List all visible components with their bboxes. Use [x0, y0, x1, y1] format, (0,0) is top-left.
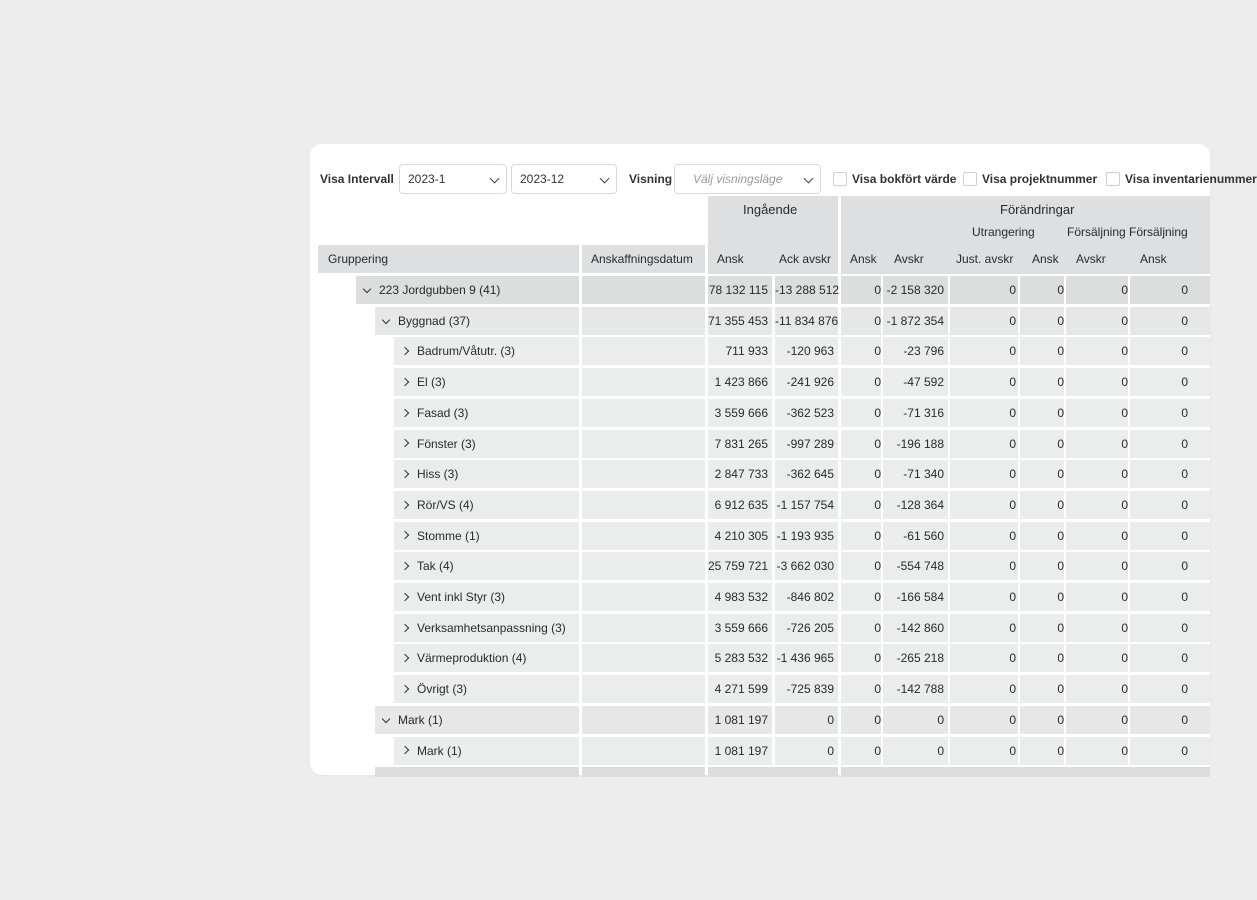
- value-cell: 0: [950, 337, 1018, 365]
- value-cell: 0: [883, 706, 948, 734]
- sale-group-header: Försäljning: [1067, 225, 1126, 239]
- value-cell: 1 423 866: [708, 368, 772, 396]
- sale-group-header-2: Försäljning: [1129, 225, 1188, 239]
- grouping-header[interactable]: Gruppering: [328, 252, 389, 266]
- value-cell: -997 289: [775, 430, 838, 458]
- value-cell: 0: [1066, 583, 1128, 611]
- group-label: Byggnad (37): [398, 313, 471, 328]
- value-cell: 7 831 265: [708, 430, 772, 458]
- column-header[interactable]: Ansk: [850, 252, 877, 266]
- group-label: Fönster (3): [417, 436, 476, 451]
- value-cell: -3 662 030: [775, 552, 838, 580]
- value-cell: 0: [950, 583, 1018, 611]
- show-project-number-toggle[interactable]: [963, 164, 1103, 194]
- value-cell: 0: [1066, 307, 1128, 335]
- group-cell[interactable]: [394, 522, 579, 550]
- value-cell: -2 158 320: [883, 276, 948, 304]
- value-cell: 0: [841, 460, 881, 488]
- value-cell: 0: [1130, 430, 1210, 458]
- value-cell: 0: [950, 276, 1018, 304]
- value-cell: 6 912 635: [708, 491, 772, 519]
- chevron-right-icon[interactable]: [401, 500, 409, 508]
- opening-group-header: Ingående: [743, 202, 798, 217]
- value-cell: 0: [1020, 307, 1064, 335]
- value-cell: 0: [841, 644, 881, 672]
- chevron-down-icon: [600, 174, 610, 184]
- value-cell: 0: [775, 737, 838, 765]
- interval-from-select[interactable]: [399, 164, 507, 194]
- value-cell: 0: [1020, 614, 1064, 642]
- value-cell: 0: [950, 644, 1018, 672]
- group-cell[interactable]: [394, 491, 579, 519]
- value-cell: 0: [1020, 675, 1064, 703]
- acquisition-date-cell: [582, 737, 705, 765]
- chevron-down-icon[interactable]: [382, 714, 390, 722]
- value-cell: 71 355 453: [708, 307, 772, 335]
- show-inventory-number-label: Visa inventarienummer: [1125, 172, 1257, 186]
- value-cell: 25 759 721: [708, 552, 772, 580]
- value-cell: 0: [1130, 706, 1210, 734]
- group-label: Verksamhetsanpassning (3): [417, 620, 566, 635]
- value-cell: 3 559 666: [708, 399, 772, 427]
- show-book-value-label: Visa bokfört värde: [852, 172, 957, 186]
- view-label: Visning: [629, 172, 673, 186]
- group-label: Mark (1): [398, 712, 443, 727]
- acquisition-date-header[interactable]: Anskaffningsdatum: [591, 252, 693, 266]
- column-header[interactable]: Avskr: [1076, 252, 1106, 266]
- value-cell: 4 983 532: [708, 583, 772, 611]
- value-cell: 0: [1066, 706, 1128, 734]
- group-label: El (3): [417, 375, 446, 390]
- value-cell: 0: [1020, 460, 1064, 488]
- value-cell: 0: [950, 737, 1018, 765]
- value-cell: 0: [1130, 522, 1210, 550]
- acquisition-date-cell: [582, 552, 705, 580]
- group-label: Vent inkl Styr (3): [417, 590, 506, 604]
- value-cell: 0: [1130, 614, 1210, 642]
- value-cell: -23 796: [883, 337, 948, 365]
- value-cell: 0: [1020, 644, 1064, 672]
- chevron-right-icon[interactable]: [401, 347, 409, 355]
- value-cell: 0: [1130, 552, 1210, 580]
- acquisition-date-cell: [582, 276, 705, 304]
- value-cell: 1 081 197: [708, 706, 772, 734]
- view-mode-select[interactable]: [674, 164, 821, 194]
- table-row-partial: [375, 767, 579, 777]
- value-cell: 0: [950, 552, 1018, 580]
- value-cell: 0: [1066, 368, 1128, 396]
- value-cell: -1 436 965: [775, 644, 838, 672]
- value-cell: 0: [841, 737, 881, 765]
- value-cell: 0: [950, 460, 1018, 488]
- acquisition-date-cell: [582, 491, 705, 519]
- value-cell: 0: [841, 430, 881, 458]
- chevron-right-icon[interactable]: [401, 531, 409, 539]
- value-cell: 4 271 599: [708, 675, 772, 703]
- acquisition-date-cell: [582, 307, 705, 335]
- show-book-value-checkbox[interactable]: [833, 172, 847, 186]
- value-cell: 0: [1020, 491, 1064, 519]
- column-header[interactable]: Ack avskr: [779, 252, 832, 266]
- value-cell: 0: [950, 307, 1018, 335]
- group-cell[interactable]: [394, 460, 579, 488]
- acquisition-date-cell: [582, 675, 705, 703]
- group-cell[interactable]: [394, 337, 579, 365]
- value-cell: -725 839: [775, 675, 838, 703]
- value-cell: 0: [1066, 276, 1128, 304]
- value-cell: 0: [841, 583, 881, 611]
- group-cell[interactable]: [394, 614, 579, 642]
- value-cell: 0: [1066, 552, 1128, 580]
- chevron-right-icon[interactable]: [401, 408, 409, 416]
- chevron-down-icon: [804, 174, 814, 184]
- value-cell: 0: [1130, 460, 1210, 488]
- acquisition-date-cell: [582, 522, 705, 550]
- group-cell[interactable]: [356, 276, 579, 304]
- value-cell: -13 288 512: [775, 276, 838, 304]
- value-cell: 0: [1066, 522, 1128, 550]
- value-cell: 4 210 305: [708, 522, 772, 550]
- scrapping-group-header: Utrangering: [972, 225, 1035, 239]
- value-cell: 0: [841, 706, 881, 734]
- value-cell: -47 592: [883, 368, 948, 396]
- interval-to-value: 2023-12: [520, 172, 565, 186]
- show-inventory-number-checkbox[interactable]: [1106, 172, 1120, 186]
- group-cell[interactable]: [394, 368, 579, 396]
- group-label: Stomme (1): [417, 528, 480, 543]
- value-cell: -71 316: [883, 399, 948, 427]
- value-cell: 0: [841, 522, 881, 550]
- interval-from-value: 2023-1: [408, 172, 446, 186]
- chevron-right-icon[interactable]: [401, 623, 409, 631]
- value-cell: 0: [1020, 337, 1064, 365]
- table-row-partial: [582, 767, 705, 777]
- value-cell: 0: [841, 491, 881, 519]
- value-cell: 0: [841, 307, 881, 335]
- value-cell: 0: [950, 522, 1018, 550]
- value-cell: -142 788: [883, 675, 948, 703]
- chevron-down-icon: [490, 174, 500, 184]
- value-cell: 0: [1020, 737, 1064, 765]
- value-cell: 0: [1066, 399, 1128, 427]
- table-row-partial: [708, 767, 838, 777]
- value-cell: 0: [1020, 552, 1064, 580]
- value-cell: -1 193 935: [775, 522, 838, 550]
- group-cell[interactable]: [375, 307, 579, 335]
- acquisition-date-cell: [582, 337, 705, 365]
- acquisition-date-cell: [582, 430, 705, 458]
- value-cell: 0: [1066, 491, 1128, 519]
- chevron-down-icon[interactable]: [363, 285, 371, 293]
- chevron-right-icon[interactable]: [401, 654, 409, 662]
- value-cell: 0: [1130, 276, 1210, 304]
- acquisition-date-cell: [582, 399, 705, 427]
- value-cell: -120 963: [775, 337, 838, 365]
- value-cell: 0: [950, 614, 1018, 642]
- acquisition-date-cell: [582, 614, 705, 642]
- value-cell: 0: [1020, 368, 1064, 396]
- value-cell: 5 283 532: [708, 644, 772, 672]
- value-cell: -142 860: [883, 614, 948, 642]
- group-label: Tak (4): [417, 559, 454, 574]
- group-label: Rör/VS (4): [417, 497, 474, 512]
- value-cell: -61 560: [883, 522, 948, 550]
- table-row-partial: [841, 767, 1210, 777]
- group-label: 223 Jordgubben 9 (41): [379, 283, 501, 297]
- value-cell: 0: [950, 368, 1018, 396]
- column-header[interactable]: Avskr: [894, 252, 924, 266]
- chevron-right-icon[interactable]: [401, 685, 409, 693]
- value-cell: -554 748: [883, 552, 948, 580]
- interval-to-select[interactable]: [511, 164, 617, 194]
- value-cell: -241 926: [775, 368, 838, 396]
- group-cell[interactable]: [394, 430, 579, 458]
- group-cell[interactable]: [394, 644, 579, 672]
- column-header[interactable]: Ansk: [717, 252, 744, 266]
- acquisition-date-cell: [582, 583, 705, 611]
- value-cell: 0: [1130, 399, 1210, 427]
- value-cell: 0: [1130, 644, 1210, 672]
- show-inventory-number-toggle[interactable]: [1106, 164, 1257, 194]
- toolbar: [310, 164, 1257, 194]
- show-project-number-checkbox[interactable]: [963, 172, 977, 186]
- changes-group-header: Förändringar: [1000, 202, 1075, 217]
- value-cell: -362 523: [775, 399, 838, 427]
- value-cell: 0: [950, 491, 1018, 519]
- value-cell: -1 872 354: [883, 307, 948, 335]
- value-cell: 0: [1066, 337, 1128, 365]
- group-label: Hiss (3): [417, 467, 459, 482]
- group-cell[interactable]: [394, 552, 579, 580]
- acquisition-date-cell: [582, 644, 705, 672]
- group-label: Fasad (3): [417, 405, 469, 420]
- value-cell: 0: [950, 675, 1018, 703]
- value-cell: 0: [1130, 675, 1210, 703]
- show-project-number-label: Visa projektnummer: [982, 172, 1098, 186]
- chevron-right-icon[interactable]: [401, 593, 409, 601]
- chevron-right-icon[interactable]: [401, 439, 409, 447]
- value-cell: -1 157 754: [775, 491, 838, 519]
- group-cell[interactable]: [375, 706, 579, 734]
- column-header[interactable]: Ansk: [1032, 252, 1059, 266]
- report-panel: [310, 144, 1257, 775]
- group-cell[interactable]: [394, 675, 579, 703]
- value-cell: 0: [841, 368, 881, 396]
- value-cell: 0: [1066, 614, 1128, 642]
- value-cell: 3 559 666: [708, 614, 772, 642]
- value-cell: 0: [950, 430, 1018, 458]
- value-cell: 0: [1066, 675, 1128, 703]
- group-label: Övrigt (3): [417, 682, 468, 697]
- value-cell: 711 933: [708, 337, 772, 365]
- value-cell: 0: [841, 675, 881, 703]
- group-cell[interactable]: [394, 399, 579, 427]
- chevron-right-icon[interactable]: [401, 470, 409, 478]
- value-cell: -265 218: [883, 644, 948, 672]
- value-cell: 0: [1130, 307, 1210, 335]
- chevron-right-icon[interactable]: [401, 746, 409, 754]
- chevron-right-icon[interactable]: [401, 378, 409, 386]
- value-cell: -11 834 876: [775, 307, 838, 335]
- acquisition-date-cell: [582, 368, 705, 396]
- value-cell: 0: [841, 399, 881, 427]
- value-cell: -846 802: [775, 583, 838, 611]
- value-cell: 0: [1130, 337, 1210, 365]
- value-cell: -362 645: [775, 460, 838, 488]
- value-cell: 0: [1020, 430, 1064, 458]
- group-label: Badrum/Våtutr. (3): [417, 344, 516, 359]
- group-label: Värmeproduktion (4): [417, 651, 527, 666]
- show-book-value-toggle[interactable]: [833, 164, 963, 194]
- value-cell: -166 584: [883, 583, 948, 611]
- value-cell: 0: [1020, 706, 1064, 734]
- chevron-down-icon[interactable]: [382, 315, 390, 323]
- value-cell: -196 188: [883, 430, 948, 458]
- group-cell[interactable]: [394, 737, 579, 765]
- value-cell: 0: [1130, 491, 1210, 519]
- value-cell: 0: [1066, 460, 1128, 488]
- value-cell: -71 340: [883, 460, 948, 488]
- value-cell: 0: [1066, 737, 1128, 765]
- chevron-right-icon[interactable]: [401, 562, 409, 570]
- group-cell[interactable]: [394, 583, 579, 611]
- value-cell: 0: [1020, 276, 1064, 304]
- value-cell: -128 364: [883, 491, 948, 519]
- value-cell: 78 132 115: [708, 276, 772, 304]
- value-cell: 0: [841, 614, 881, 642]
- value-cell: 1 081 197: [708, 737, 772, 765]
- value-cell: 0: [950, 399, 1018, 427]
- view-mode-placeholder: Välj visningsläge: [693, 172, 783, 186]
- value-cell: 0: [1020, 522, 1064, 550]
- value-cell: 0: [1130, 583, 1210, 611]
- value-cell: 0: [841, 552, 881, 580]
- column-header[interactable]: Ansk: [1140, 252, 1167, 266]
- interval-label: Visa Intervall: [320, 172, 394, 186]
- value-cell: 0: [841, 337, 881, 365]
- acquisition-date-cell: [582, 706, 705, 734]
- value-cell: 0: [841, 276, 881, 304]
- value-cell: 0: [883, 737, 948, 765]
- value-cell: 0: [775, 706, 838, 734]
- value-cell: 0: [950, 706, 1018, 734]
- group-label: Mark (1): [417, 743, 462, 758]
- value-cell: 2 847 733: [708, 460, 772, 488]
- value-cell: 0: [1130, 737, 1210, 765]
- value-cell: -726 205: [775, 614, 838, 642]
- value-cell: 0: [1020, 583, 1064, 611]
- column-header[interactable]: Just. avskr: [956, 252, 1014, 266]
- value-cell: 0: [1066, 430, 1128, 458]
- value-cell: 0: [1130, 368, 1210, 396]
- acquisition-date-cell: [582, 460, 705, 488]
- value-cell: 0: [1066, 644, 1128, 672]
- value-cell: 0: [1020, 399, 1064, 427]
